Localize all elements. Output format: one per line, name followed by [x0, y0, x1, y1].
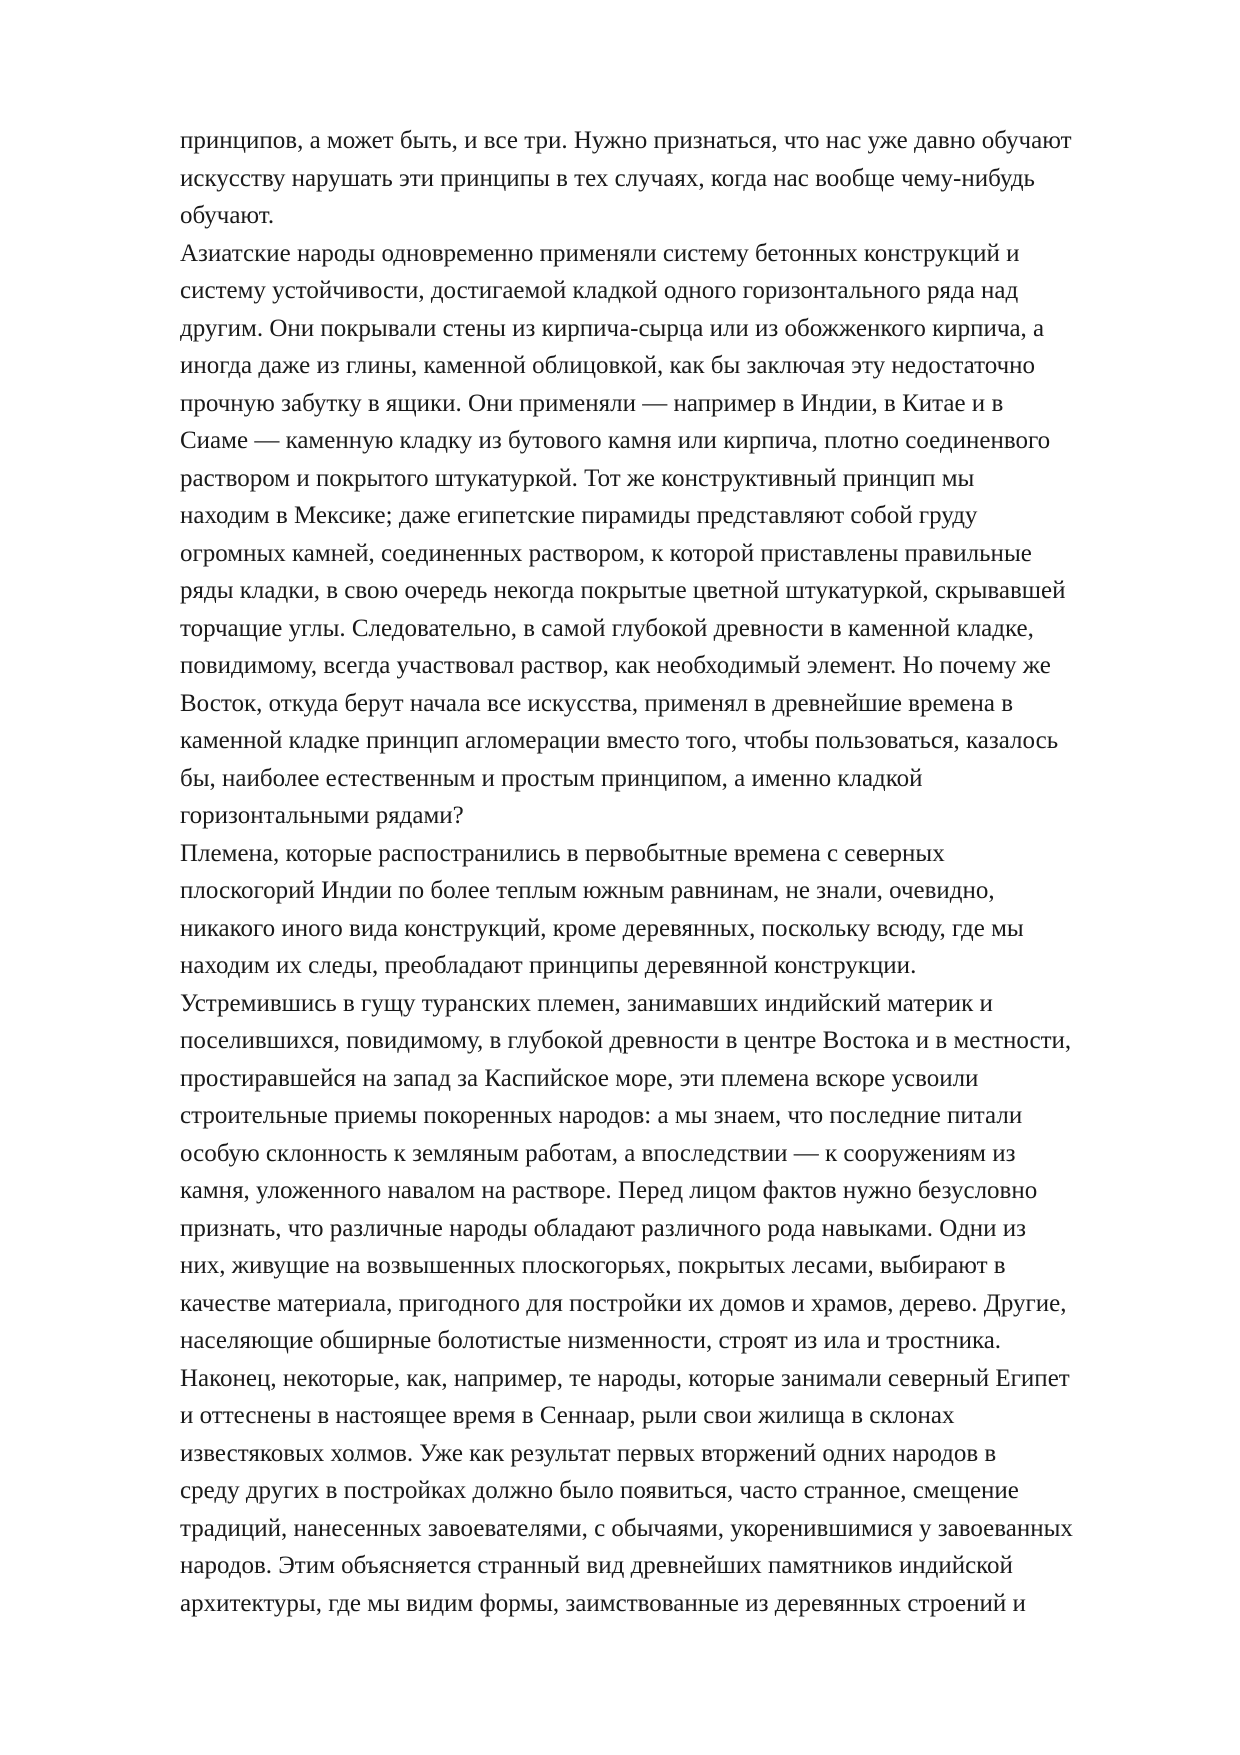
text-line: принципов, а может быть, и все три. Нужно признаться, что нас уже давно обучают	[180, 127, 1072, 154]
text-line: среду других в постройках должно было появиться, часто странное, смещение	[180, 1477, 1019, 1504]
text-line: горизонтальными рядами?	[180, 802, 464, 829]
text-line: традиций, нанесенных завоевателями, с обычаями, укоренившимися у завоеванных	[180, 1514, 1073, 1542]
text-line: искусству нарушать эти принципы в тех случаях, когда нас вообще чему-нибудь	[180, 164, 1035, 192]
text-line: ряды кладки, в свою очередь некогда покрытые цветной штукатуркой, скрывавшей	[180, 577, 1066, 604]
text-line: находим в Мексике; даже египетские пирамиды представляют собой груду	[180, 502, 978, 529]
text-line: иногда даже из глины, каменной облицовкой, как бы заключая эту недостаточно	[180, 352, 1036, 379]
body-text	[180, 122, 1160, 1622]
text-line: систему устойчивости, достигаемой кладкой одного горизонтального ряда над	[180, 277, 1019, 304]
text-line: Племена, которые распостранились в первобытные времена с северных	[180, 839, 945, 867]
text-line: огромных камней, соединенных раствором, к которой приставлены правильные	[180, 539, 1032, 567]
text-line: Азиатские народы одновременно применяли систему бетонных конструкций и	[180, 239, 1020, 267]
text-line: камня, уложенного навалом на растворе. Перед лицом фактов нужно безусловно	[180, 1177, 1038, 1204]
text-line: раствором и покрытого штукатуркой. Тот же конструктивный принцип мы	[180, 464, 975, 492]
text-line: известяковых холмов. Уже как результат первых вторжений одних народов в	[180, 1439, 997, 1467]
text-line: повидимому, всегда участвовал раствор, как необходимый элемент. Но почему же	[180, 652, 1051, 679]
text-line: обучают.	[180, 202, 275, 229]
text-line: бы, наиболее естественным и простым принципом, а именно кладкой	[180, 764, 923, 792]
text-line: находим их следы, преобладают принципы деревянной конструкции.	[180, 952, 917, 979]
text-line: Устремившись в гущу туранских племен, занимавших индийский материк и	[180, 989, 993, 1017]
text-line: простиравшейся на запад за Каспийское море, эти племена вскоре усвоили	[180, 1064, 979, 1092]
text-line: архитектуры, где мы видим формы, заимствованные из деревянных строений и	[180, 1589, 1026, 1617]
text-line: прочную забутку в ящики. Они применяли — например в Индии, в Китае и в	[180, 389, 1004, 417]
text-line: качестве материала, пригодного для постройки их домов и храмов, дерево. Другие,	[180, 1289, 1067, 1317]
text-line: торчащие углы. Следовательно, в самой глубокой древности в каменной кладке,	[180, 614, 1034, 642]
text-line: Восток, откуда берут начала все искусства, применял в древнейшие времена в	[180, 689, 1014, 717]
text-line: плоскогорий Индии по более теплым южным равнинам, не знали, очевидно,	[180, 877, 995, 904]
text-line: них, живущие на возвышенных плоскогорьях, покрытых лесами, выбирают в	[180, 1252, 1006, 1279]
text-line: признать, что различные народы обладают различного рода навыками. Одни из	[180, 1214, 1027, 1242]
text-line: каменной кладке принцип агломерации вместо того, чтобы пользоваться, казалось	[180, 727, 1059, 754]
text-line: Сиаме — каменную кладку из бутового камня или кирпича, плотно соединенвого	[180, 427, 1051, 454]
text-line: никакого иного вида конструкций, кроме деревянных, поскольку всюду, где мы	[180, 914, 1024, 942]
text-line: особую склонность к земляным работам, а впоследствии — к сооружениям из	[180, 1139, 1016, 1167]
text-line: и оттеснены в настоящее время в Сеннаар, рыли свои жилища в склонах	[180, 1402, 955, 1429]
text-line: Наконец, некоторые, как, например, те народы, которые занимали северный Египет	[180, 1364, 1070, 1392]
text-line: народов. Этим объясняется странный вид древнейших памятников индийской	[180, 1552, 1013, 1579]
text-line: другим. Они покрывали стены из кирпича-сырца или из обожженкого кирпича, а	[180, 314, 1045, 342]
text-line: поселившихся, повидимому, в глубокой древности в центре Востока и в местности,	[180, 1027, 1072, 1054]
text-line: населяющие обширные болотистые низменности, строят из ила и тростника.	[180, 1327, 1002, 1354]
text-line: строительные приемы покоренных народов: а мы знаем, что последние питали	[180, 1102, 1023, 1129]
